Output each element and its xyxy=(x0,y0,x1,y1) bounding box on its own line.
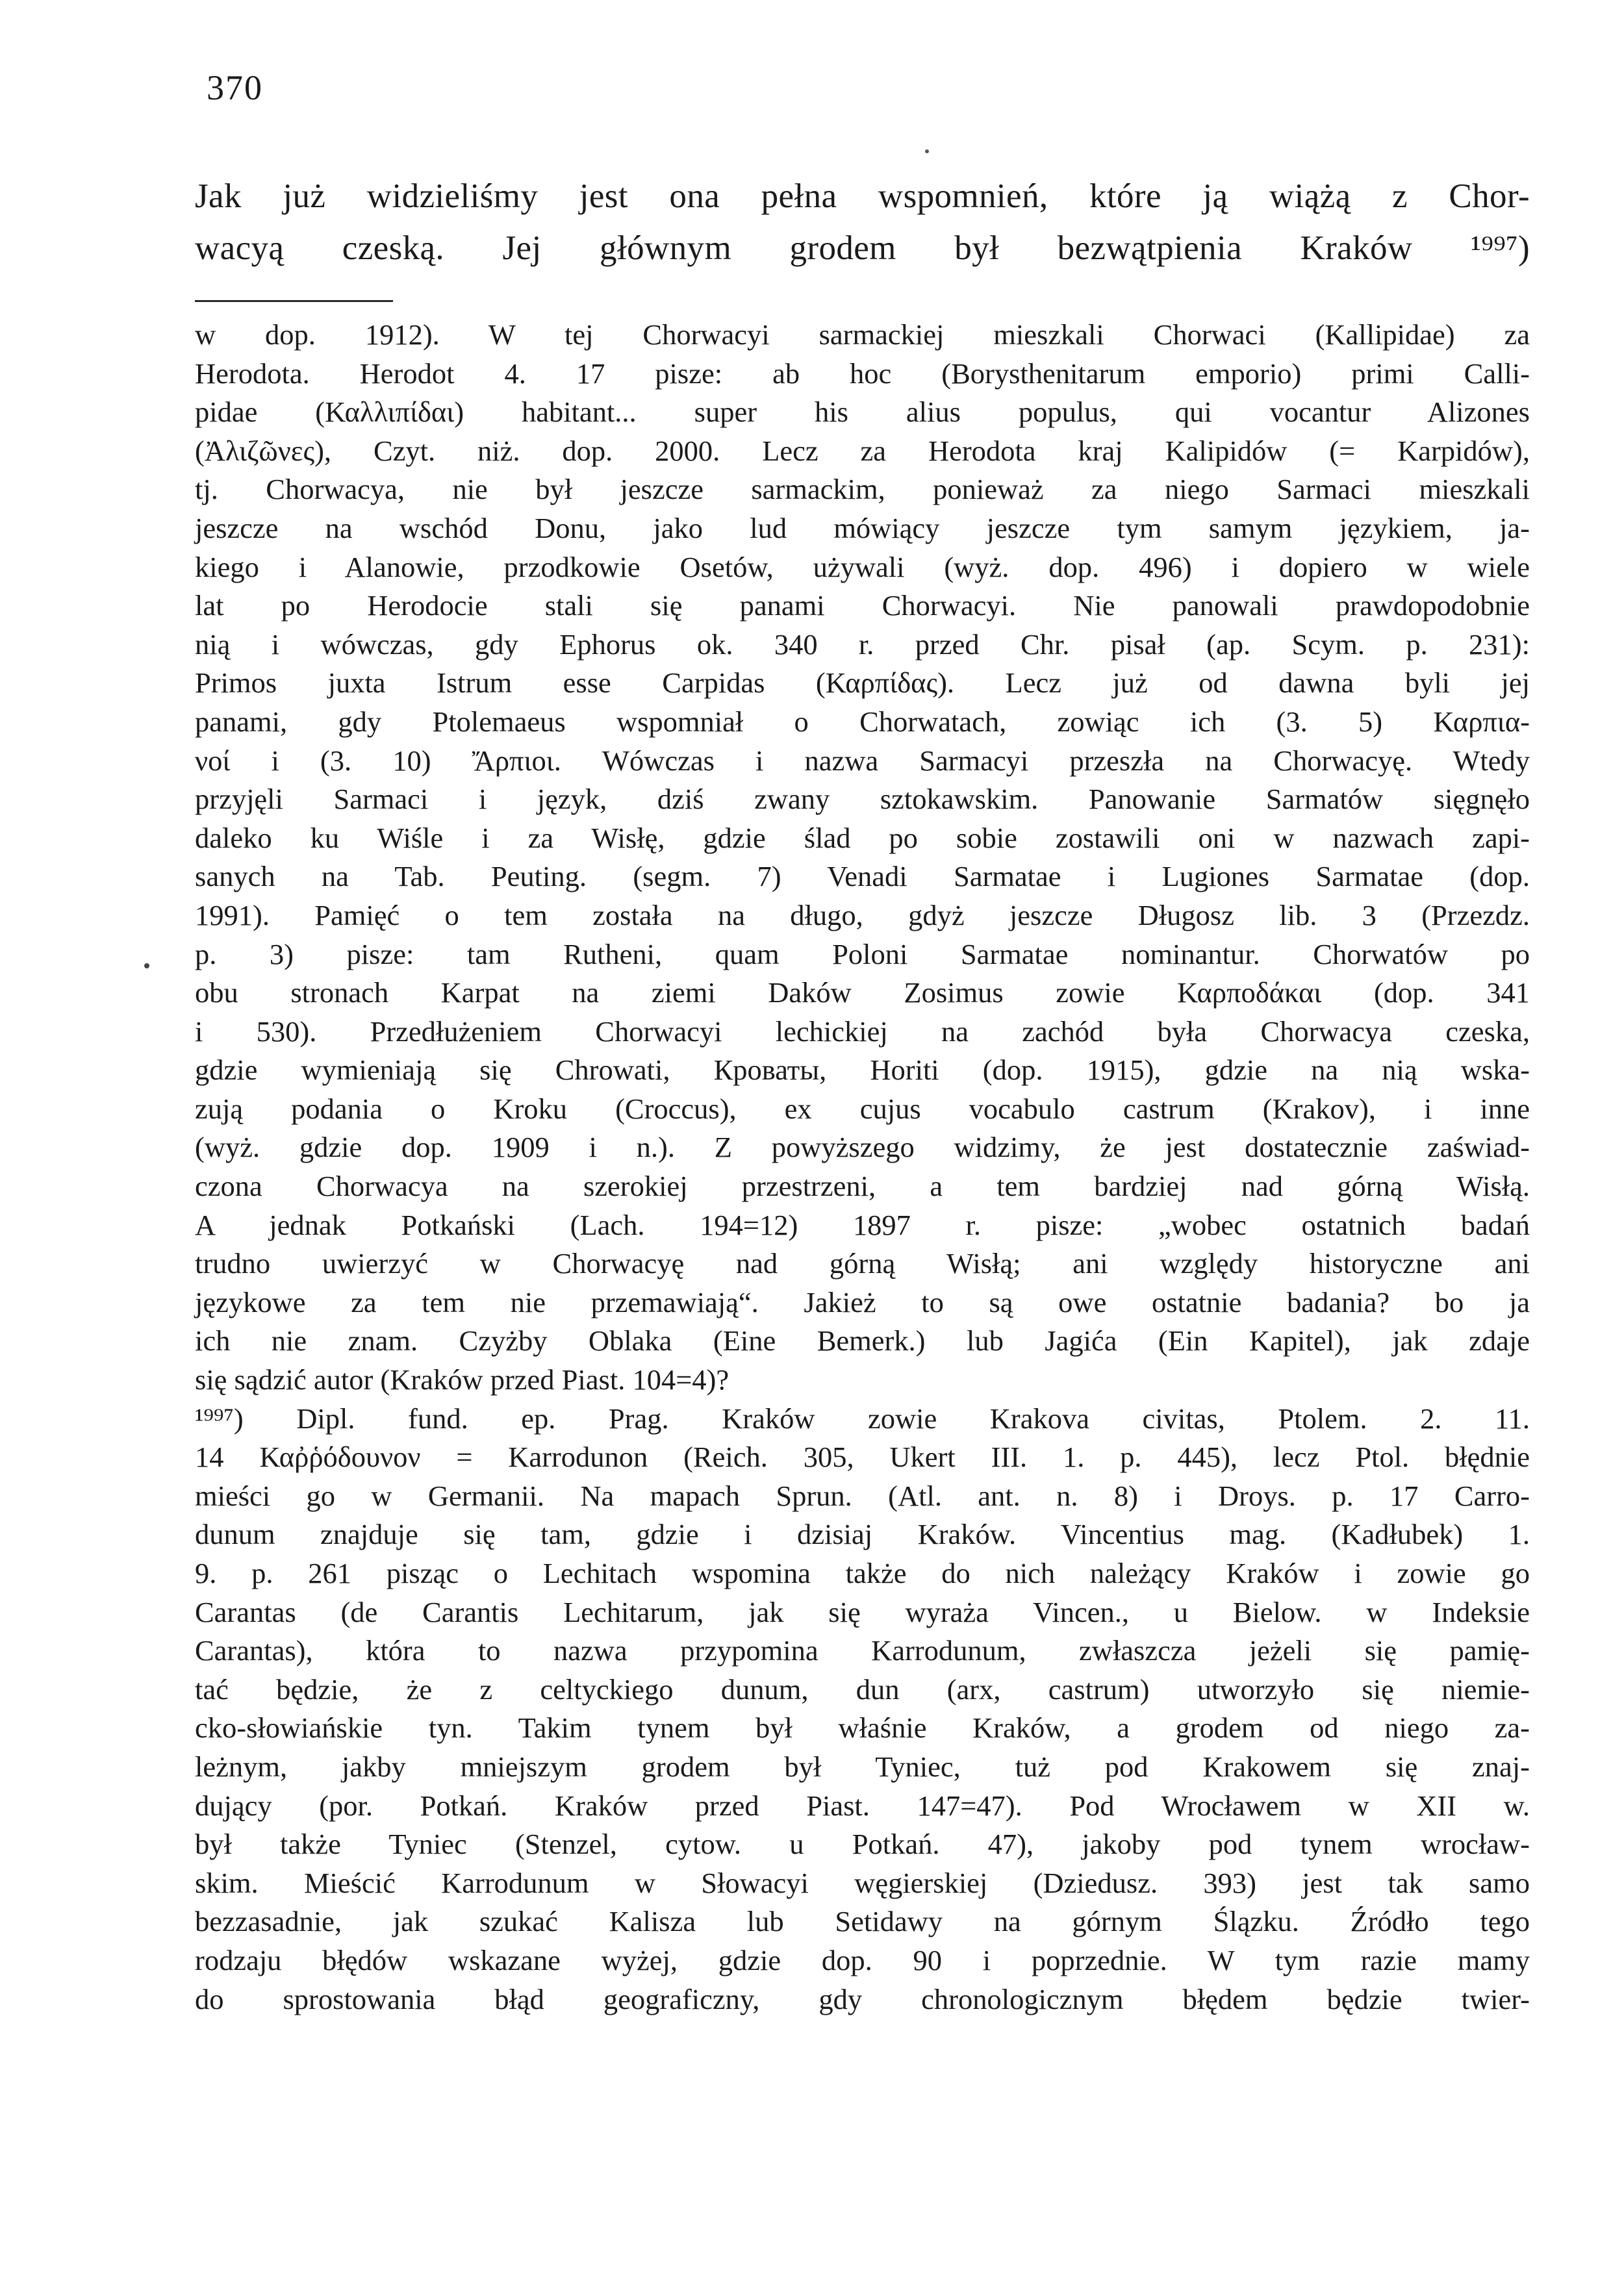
footnote-line: Carantas), która to nazwa przypomina Karrodunum, zwłaszcza jeżeli się pamię- xyxy=(195,1634,1530,1667)
footnote-line: 9. p. 261 pisząc o Lechitach wspomina także do nich należący Kraków i zowie go xyxy=(195,1557,1530,1589)
footnote-line: dunum znajduje się tam, gdzie i dzisiaj Kraków. Vincentius mag. (Kadłubek) 1. xyxy=(195,1518,1530,1551)
footnote-line: do sprostowania błąd geograficzny, gdy chronologicznym błędem będzie twier- xyxy=(195,1982,1530,2015)
footnote-line: zują podania o Kroku (Croccus), ex cujus vocabulo castrum (Krakov), i inne xyxy=(195,1092,1530,1125)
footnote-line: pidae (Καλλιπίδαι) habitant... super his alius populus, qui vocantur Alizones xyxy=(195,396,1530,429)
footnotes xyxy=(195,316,1530,2019)
footnote-line: 1991). Pamięć o tem została na długo, gdyż jeszcze Długosz lib. 3 (Przezdz. xyxy=(195,898,1530,931)
footnote-separator xyxy=(195,300,393,302)
footnote-line: rodzaju błędów wskazane wyżej, gdzie dop. 90 i poprzednie. W tym razie mamy xyxy=(195,1943,1530,1976)
footnote-line: leżnym, jakby mniejszym grodem był Tyniec, tuż pod Krakowem się znaj- xyxy=(195,1750,1530,1783)
footnote-line: kiego i Alanowie, przodkowie Osetów, używali (wyż. dop. 496) i dopiero w wiele xyxy=(195,550,1530,583)
footnote-line: trudno uwierzyć w Chorwacyę nad górną Wisłą; ani względy historyczne ani xyxy=(195,1247,1530,1280)
footnote-line: dujący (por. Potkań. Kraków przed Piast. 147=47). Pod Wrocławem w XII w. xyxy=(195,1789,1530,1822)
footnote-line: sanych na Tab. Peuting. (segm. 7) Venadi Sarmatae i Lugiones Sarmatae (dop. xyxy=(195,860,1530,893)
footnote-line: νοί i (3. 10) Ἄρπιοι. Wówczas i nazwa Sarmacyi przeszła na Chorwacyę. Wtedy xyxy=(195,744,1530,777)
footnote-line: bezzasadnie, jak szukać Kalisza lub Setidawy na górnym Ślązku. Źródło tego xyxy=(195,1905,1530,1938)
footnote-line: Carantas (de Carantis Lechitarum, jak się wyraża Vincen., u Bielow. w Indeksie xyxy=(195,1595,1530,1628)
footnote-line: językowe za tem nie przemawiają“. Jakież to są owe ostatnie badania? bo ja xyxy=(195,1285,1530,1318)
footnote-line: ¹⁹⁹⁷) Dipl. fund. ep. Prag. Kraków zowie Krakova civitas, Ptolem. 2. 11. xyxy=(195,1402,1530,1435)
footnote-line: nią i wówczas, gdy Ephorus ok. 340 r. przed Chr. pisał (ap. Scym. p. 231): xyxy=(195,627,1530,661)
footnote-line: daleko ku Wiśle i za Wisłę, gdzie ślad po sobie zostawili oni w nazwach zapi- xyxy=(195,821,1530,854)
footnote-line: cko-słowiańskie tyn. Takim tynem był właśnie Kraków, a grodem od niego za- xyxy=(195,1711,1530,1745)
text-line: Jak już widzieliśmy jest ona pełna wspomnień, które ją wiążą z Chor- xyxy=(195,177,1530,215)
footnote-line: tać będzie, że z celtyckiego dunum, dun (arx, castrum) utworzyło się niemie- xyxy=(195,1672,1530,1706)
footnote-line: jeszcze na wschód Donu, jako lud mówiący jeszcze tym samym językiem, ja- xyxy=(195,511,1530,544)
footnote-line: tj. Chorwacya, nie był jeszcze sarmackim, ponieważ za niego Sarmaci mieszkali xyxy=(195,473,1530,506)
footnote-line: (Ἀλιζῶνες), Czyt. niż. dop. 2000. Lecz za Herodota kraj Kalipidów (= Karpidów), xyxy=(195,434,1530,467)
footnote-line: 14 Καῤῥόδουνον = Karrodunon (Reich. 305, Ukert III. 1. p. 445), lecz Ptol. błędnie xyxy=(195,1441,1530,1474)
footnote-line: (wyż. gdzie dop. 1909 i n.). Z powyższego widzimy, że jest dostatecznie zaświad- xyxy=(195,1131,1530,1164)
footnote-line: gdzie wymieniają się Chrowati, Кроваты, Horiti (dop. 1915), gdzie na nią wska- xyxy=(195,1053,1530,1087)
main-text xyxy=(195,170,1530,274)
text-line: wacyą czeską. Jej głównym grodem był bezwątpienia Kraków ¹⁹⁹⁷) xyxy=(195,229,1530,267)
footnote-line: mieści go w Germanii. Na mapach Sprun. (Atl. ant. n. 8) i Droys. p. 17 Carro- xyxy=(195,1479,1530,1512)
footnote-line: panami, gdy Ptolemaeus wspomniał o Chorwatach, zowiąc ich (3. 5) Καρπια- xyxy=(195,705,1530,738)
footnote-line: był także Tyniec (Stenzel, cytow. u Potkań. 47), jakoby pod tynem wrocław- xyxy=(195,1828,1530,1861)
page-number: 370 xyxy=(207,68,263,107)
footnote-line: p. 3) pisze: tam Rutheni, quam Poloni Sarmatae nominantur. Chorwatów po xyxy=(195,937,1530,970)
footnote-line: A jednak Potkański (Lach. 194=12) 1897 r. pisze: „wobec ostatnich badań xyxy=(195,1208,1530,1241)
footnote-line: lat po Herodocie stali się panami Chorwacyi. Nie panowali prawdopodobnie xyxy=(195,589,1530,622)
footnote-line: skim. Mieścić Karrodunum w Słowacyi węgierskiej (Dziedusz. 393) jest tak samo xyxy=(195,1866,1530,1899)
footnote-line: Primos juxta Istrum esse Carpidas (Καρπίδας). Lecz już od dawna byli jej xyxy=(195,666,1530,700)
print-speck xyxy=(925,149,929,153)
footnote-line: i 530). Przedłużeniem Chorwacyi lechickiej na zachód była Chorwacya czeska, xyxy=(195,1015,1530,1048)
footnote-line: w dop. 1912). W tej Chorwacyi sarmackiej mieszkali Chorwaci (Kallipidae) za xyxy=(195,318,1530,351)
footnote-line: Herodota. Herodot 4. 17 pisze: ab hoc (Borysthenitarum emporio) primi Calli- xyxy=(195,357,1530,390)
margin-dot xyxy=(144,963,149,968)
footnote-line: się sądzić autor (Kraków przed Piast. 104=4)? xyxy=(195,1363,730,1396)
footnote-line: ich nie znam. Czyżby Oblaka (Eine Bemerk.) lub Jagića (Ein Kapitel), jak zdaje xyxy=(195,1324,1530,1357)
footnote-line: czona Chorwacya na szerokiej przestrzeni, a tem bardziej nad górną Wisłą. xyxy=(195,1170,1530,1203)
footnote-line: obu stronach Karpat na ziemi Daków Zosimus zowie Καρποδάκαι (dop. 341 xyxy=(195,976,1530,1009)
footnote-line: przyjęli Sarmaci i język, dziś zwany sztokawskim. Panowanie Sarmatów sięgnęło xyxy=(195,783,1530,816)
